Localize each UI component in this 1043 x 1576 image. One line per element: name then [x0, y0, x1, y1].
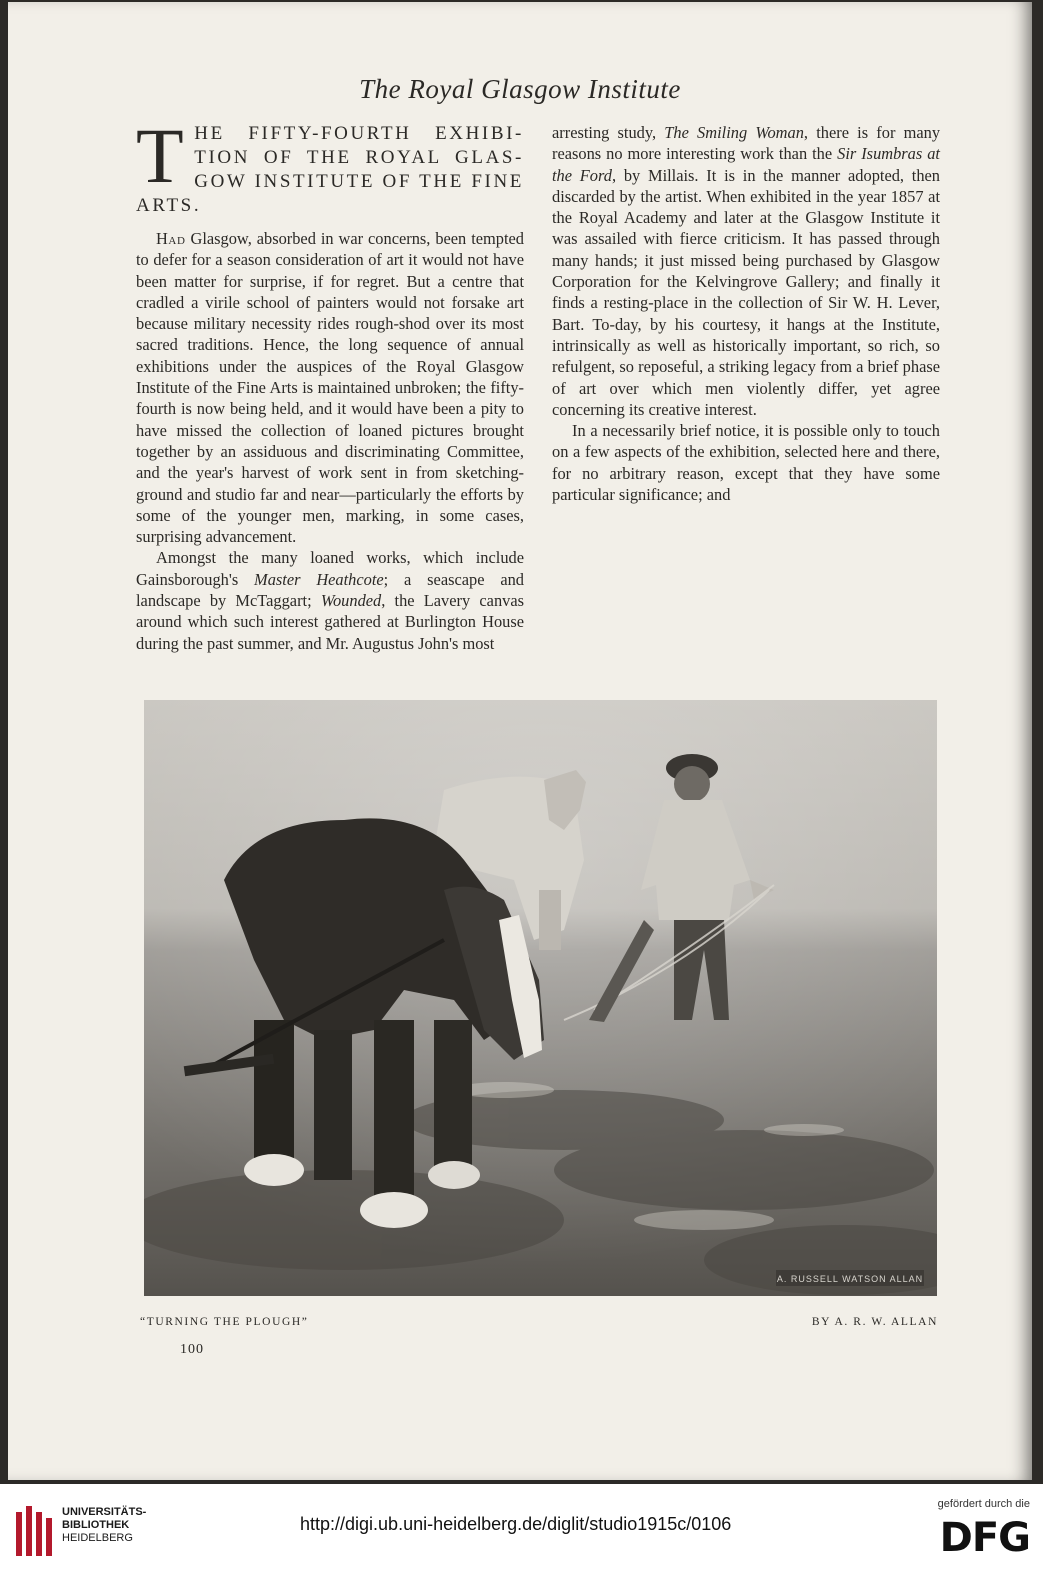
paragraph-2-part: Academy — [617, 208, 687, 228]
paragraph-2-part: adopted, — [840, 165, 905, 185]
paragraph-2-part: at — [923, 186, 941, 206]
paragraph-2-part: in — [735, 165, 756, 185]
paragraph-2-part: so — [861, 335, 883, 355]
paragraph-2-part: Bart. — [552, 314, 585, 334]
paragraph-2-part: rich, — [882, 335, 919, 355]
paragraph-2-part: interesting — [661, 144, 736, 164]
paragraph-2-part: was — [552, 229, 578, 249]
paragraph-2-part: differ, — [805, 378, 858, 398]
work-title: Wounded — [320, 591, 382, 611]
work-title: Master Heathcote — [254, 569, 384, 589]
work-title: the — [552, 165, 573, 185]
dfg-logo: DFG — [939, 1515, 1030, 1561]
running-head: The Royal Glasgow Institute — [359, 74, 681, 104]
paragraph-2-part: hands; — [588, 250, 638, 270]
paragraph-2-part: yet — [857, 378, 892, 398]
paragraph-2-part: arresting — [552, 123, 610, 142]
paragraph-2-part: then — [904, 165, 940, 185]
funding-note: gefördert durch die — [937, 1498, 1030, 1510]
paragraph-2-part: from — [815, 357, 852, 377]
paragraph-2-cont — [552, 122, 940, 420]
paragraph-1-text: Glasgow, absorbed in war concerns, been tempted to defer for a season consideration of art it would not have been matter for surprise, if for regret. But a centre that cradled a virile school of painters would not forsake art because military necessity rides rough-shod over its most sacred traditions. Hence, the long sequence of annual exhibitions under the auspices of the Royal Glasgow Institute of the Fine Arts is maintained unbroken; the fifty-fourth is now being held, and it would have been a pity to have missed the collection of loaned pictures brought together by an assiduous and discriminating Committee, and the year's harvest of work sent in from sketching-ground and studio far and near—particularly the efforts by some of the younger men, marking, in some cases, surprising advancement. — [136, 229, 524, 547]
paragraph-2-part: year — [853, 186, 887, 206]
paragraph-2-part: for — [631, 272, 659, 292]
work-title: at — [922, 144, 940, 164]
paragraph-2-part: Millais. — [640, 165, 699, 185]
paragraph-2-part: it — [924, 208, 941, 228]
paragraph-2-part: Glasgow — [875, 250, 940, 270]
paragraph-2-part: by — [641, 314, 667, 334]
work-title: Woman — [747, 123, 804, 142]
article-column-right — [552, 122, 940, 505]
paragraph-2-part: his — [666, 314, 694, 334]
paragraph-2-part: has — [802, 229, 832, 249]
page-number: 100 — [180, 1342, 204, 1357]
paragraph-2-part: it — [760, 314, 779, 334]
paragraph-2-part: just — [653, 250, 684, 270]
paragraph-2-part: brief — [863, 357, 899, 377]
paragraph-2-part: Royal — [572, 208, 618, 228]
paragraph-2-part: of — [802, 293, 823, 313]
paragraph-2-part: study, — [609, 123, 657, 142]
paragraph-2-part: the — [755, 165, 784, 185]
paragraph-2-part: phase — [898, 357, 941, 377]
paragraph-2-part: historically — [706, 335, 787, 355]
paragraph-2-part: being — [735, 250, 780, 270]
paragraph-2-part: resting-place — [597, 293, 689, 313]
paragraph-2-part: legacy — [768, 357, 816, 377]
paragraph-2-part: art — [565, 378, 597, 398]
paragraph-2-part: through — [881, 229, 940, 249]
paragraph-2-part: collection — [732, 293, 803, 313]
paragraph-2-part: striking — [714, 357, 769, 377]
paragraph-2-part: finally — [871, 272, 923, 292]
paragraph-2-part: which — [638, 378, 692, 398]
university-library-logo-icon — [14, 1504, 54, 1560]
paragraph-2-part: the — [828, 186, 854, 206]
paragraph-2-part: the — [771, 208, 799, 228]
painting-signature: A. RUSSELL WATSON ALLAN — [776, 1274, 924, 1284]
paragraph-2-part: refulgent, — [552, 357, 616, 377]
paragraph-2-part: at — [753, 208, 772, 228]
paragraph-2-part: Institute — [863, 208, 925, 228]
paragraph-2-part: a — [851, 357, 864, 377]
paragraph-2-part: passed — [831, 229, 882, 249]
paragraph-2-part: , the Lavery canvas around which such interest gathered at Burlington House during the past summer, and Mr. Augustus John's most — [136, 591, 524, 653]
paragraph-2-part: creative — [644, 399, 701, 419]
paragraph-2-part: assailed — [577, 229, 637, 249]
paragraph-2-part: Sir — [822, 293, 848, 313]
paragraph-2-part: for — [868, 123, 896, 142]
paragraph-2-part: the — [706, 293, 733, 313]
paragraph-2 — [136, 547, 524, 653]
paragraph-2-part: a — [584, 293, 598, 313]
paragraph-2-part: later — [717, 208, 754, 228]
library-name-line: BIBLIOTHEK — [62, 1519, 130, 1531]
paragraph-2-part: a — [703, 357, 715, 377]
paragraph-2-part: Lever, — [892, 293, 940, 313]
paragraph-2-part: the — [658, 272, 688, 292]
paragraph-2-part: agree — [891, 378, 940, 398]
caption-title: “TURNING THE PLOUGH” — [140, 1316, 309, 1328]
source-url[interactable]: http://digi.ub.uni-heidelberg.de/diglit/studio1915c/0106 — [300, 1514, 732, 1534]
paragraph-2-part: as — [630, 335, 651, 355]
paragraph-2-part: many — [552, 250, 589, 270]
paragraph-2-part: it — [637, 250, 654, 270]
paragraph-2-part: over — [596, 378, 639, 398]
paragraph-2-part: work — [735, 144, 774, 164]
paragraph-2-part: discarded — [552, 186, 615, 206]
paragraph-2-part: 1857 — [886, 186, 924, 206]
painting-turning-the-plough — [144, 700, 937, 1296]
heading-text: HE FIFTY-FOURTH EXHIBI-TION OF THE ROYAL GLAS-GOW INSTITUTE OF THE FINE ARTS. — [136, 123, 524, 216]
paragraph-2-part: courtesy, — [693, 314, 761, 334]
paragraph-2-part: reposeful, — [634, 357, 704, 377]
paragraph-2-part: , — [803, 123, 809, 142]
work-title: Ford — [572, 165, 612, 185]
paragraph-2-part: and — [839, 272, 872, 292]
paragraph-2-part: interest. — [700, 399, 757, 419]
paragraph-2-part: in — [811, 186, 829, 206]
paragraph-2-part: many — [895, 123, 941, 142]
work-title: Smiling — [688, 123, 748, 142]
paragraph-2-part: hangs — [778, 314, 826, 334]
library-name-line: HEIDELBERG — [62, 1532, 133, 1544]
paragraph-2-part: is — [716, 165, 736, 185]
paragraph-2-part: H. — [870, 293, 893, 313]
work-title: Sir — [837, 144, 857, 164]
paragraph-2-part: When — [702, 186, 746, 206]
paragraph-2-part: by — [614, 186, 636, 206]
paragraph-2-part: intrinsically — [552, 335, 631, 355]
paragraph-2-part: men — [692, 378, 734, 398]
paragraph-2-part: missed — [683, 250, 736, 270]
paragraph-2-part: by — [616, 165, 641, 185]
paragraph-1 — [136, 228, 524, 547]
paragraph-2-part: criticism. — [716, 229, 786, 249]
paragraph-2-part: Glasgow — [798, 208, 864, 228]
paragraph-2-part: with — [636, 229, 673, 249]
paragraph-2-part: the — [845, 314, 874, 334]
paragraph-2-part: reasons — [552, 144, 602, 164]
paragraph-2-part: Kelvingrove — [687, 272, 778, 292]
paragraph-2-part: at — [825, 314, 846, 334]
paragraph-1-lead: Had — [156, 229, 186, 248]
paragraph-2-part: of — [552, 378, 566, 398]
caption-artist: BY A. R. W. ALLAN — [811, 1316, 938, 1328]
painting-plate — [144, 700, 937, 1296]
work-title: The — [664, 123, 689, 142]
paragraph-2-part: in — [688, 293, 707, 313]
paragraph-2-part: artist. — [660, 186, 703, 206]
paragraph-2-part: , — [611, 165, 617, 185]
paragraph-2-part: so — [918, 335, 940, 355]
paragraph-2-part: well — [650, 335, 686, 355]
paragraph-2-part: as — [685, 335, 707, 355]
article-heading — [136, 112, 524, 218]
library-name — [62, 1506, 146, 1545]
paragraph-2-part: violently — [733, 378, 806, 398]
paragraph-2-part: manner — [783, 165, 841, 185]
paragraph-2-part: is — [848, 123, 869, 142]
paragraph-2-part: finds — [552, 293, 585, 313]
paragraph-2-part: concerning — [552, 399, 625, 419]
library-name-line: UNIVERSITÄTS- — [62, 1506, 147, 1518]
paragraph-2-part: Amongst the many loaned works, which include Gainsborough's — [136, 548, 524, 589]
drop-cap: T — [136, 112, 187, 199]
paragraph-2-part: its — [624, 399, 645, 419]
paragraph-2-part: Institute, — [873, 314, 940, 334]
paragraph-2-part: there — [808, 123, 849, 142]
paragraph-2-part: To-day, — [584, 314, 642, 334]
digitization-footer — [0, 1484, 1043, 1576]
work-title: Isumbras — [856, 144, 923, 164]
article-column-left — [136, 112, 524, 654]
magazine-page — [8, 2, 1032, 1480]
paragraph-2-part: the — [635, 186, 661, 206]
paragraph-2-part: more — [622, 144, 662, 164]
paragraph-2-part: the — [552, 208, 573, 228]
paragraph-2-part: It — [698, 165, 717, 185]
paragraph-2-part: ; a seascape and landscape by McTaggart; — [136, 569, 524, 611]
paragraph-2-part: W. — [847, 293, 871, 313]
paragraph-2-part: no — [601, 144, 623, 164]
paragraph-2-part: purchased — [779, 250, 853, 270]
paragraph-2-part: the — [807, 144, 833, 164]
paragraph-2-part: Gallery; — [777, 272, 840, 292]
paragraph-2-part: It — [785, 229, 803, 249]
paragraph-2-part: by — [852, 250, 876, 270]
paragraph-2-part: and — [686, 208, 718, 228]
paragraph-2-part: fierce — [672, 229, 717, 249]
paragraph-2-part: exhibited — [745, 186, 812, 206]
paragraph-2-part: it — [922, 272, 940, 292]
paragraph-2-part: important, — [786, 335, 862, 355]
paragraph-2-part: than — [773, 144, 808, 164]
paragraph-2-part: Corporation — [552, 272, 632, 292]
paragraph-3-cont: In a necessarily brief notice, it is possible only to touch on a few aspects of the exhibition, selected here and there, for no arbitrary reason, except that they have some particular significance; and — [552, 421, 940, 505]
paragraph-2-part: so — [615, 357, 635, 377]
